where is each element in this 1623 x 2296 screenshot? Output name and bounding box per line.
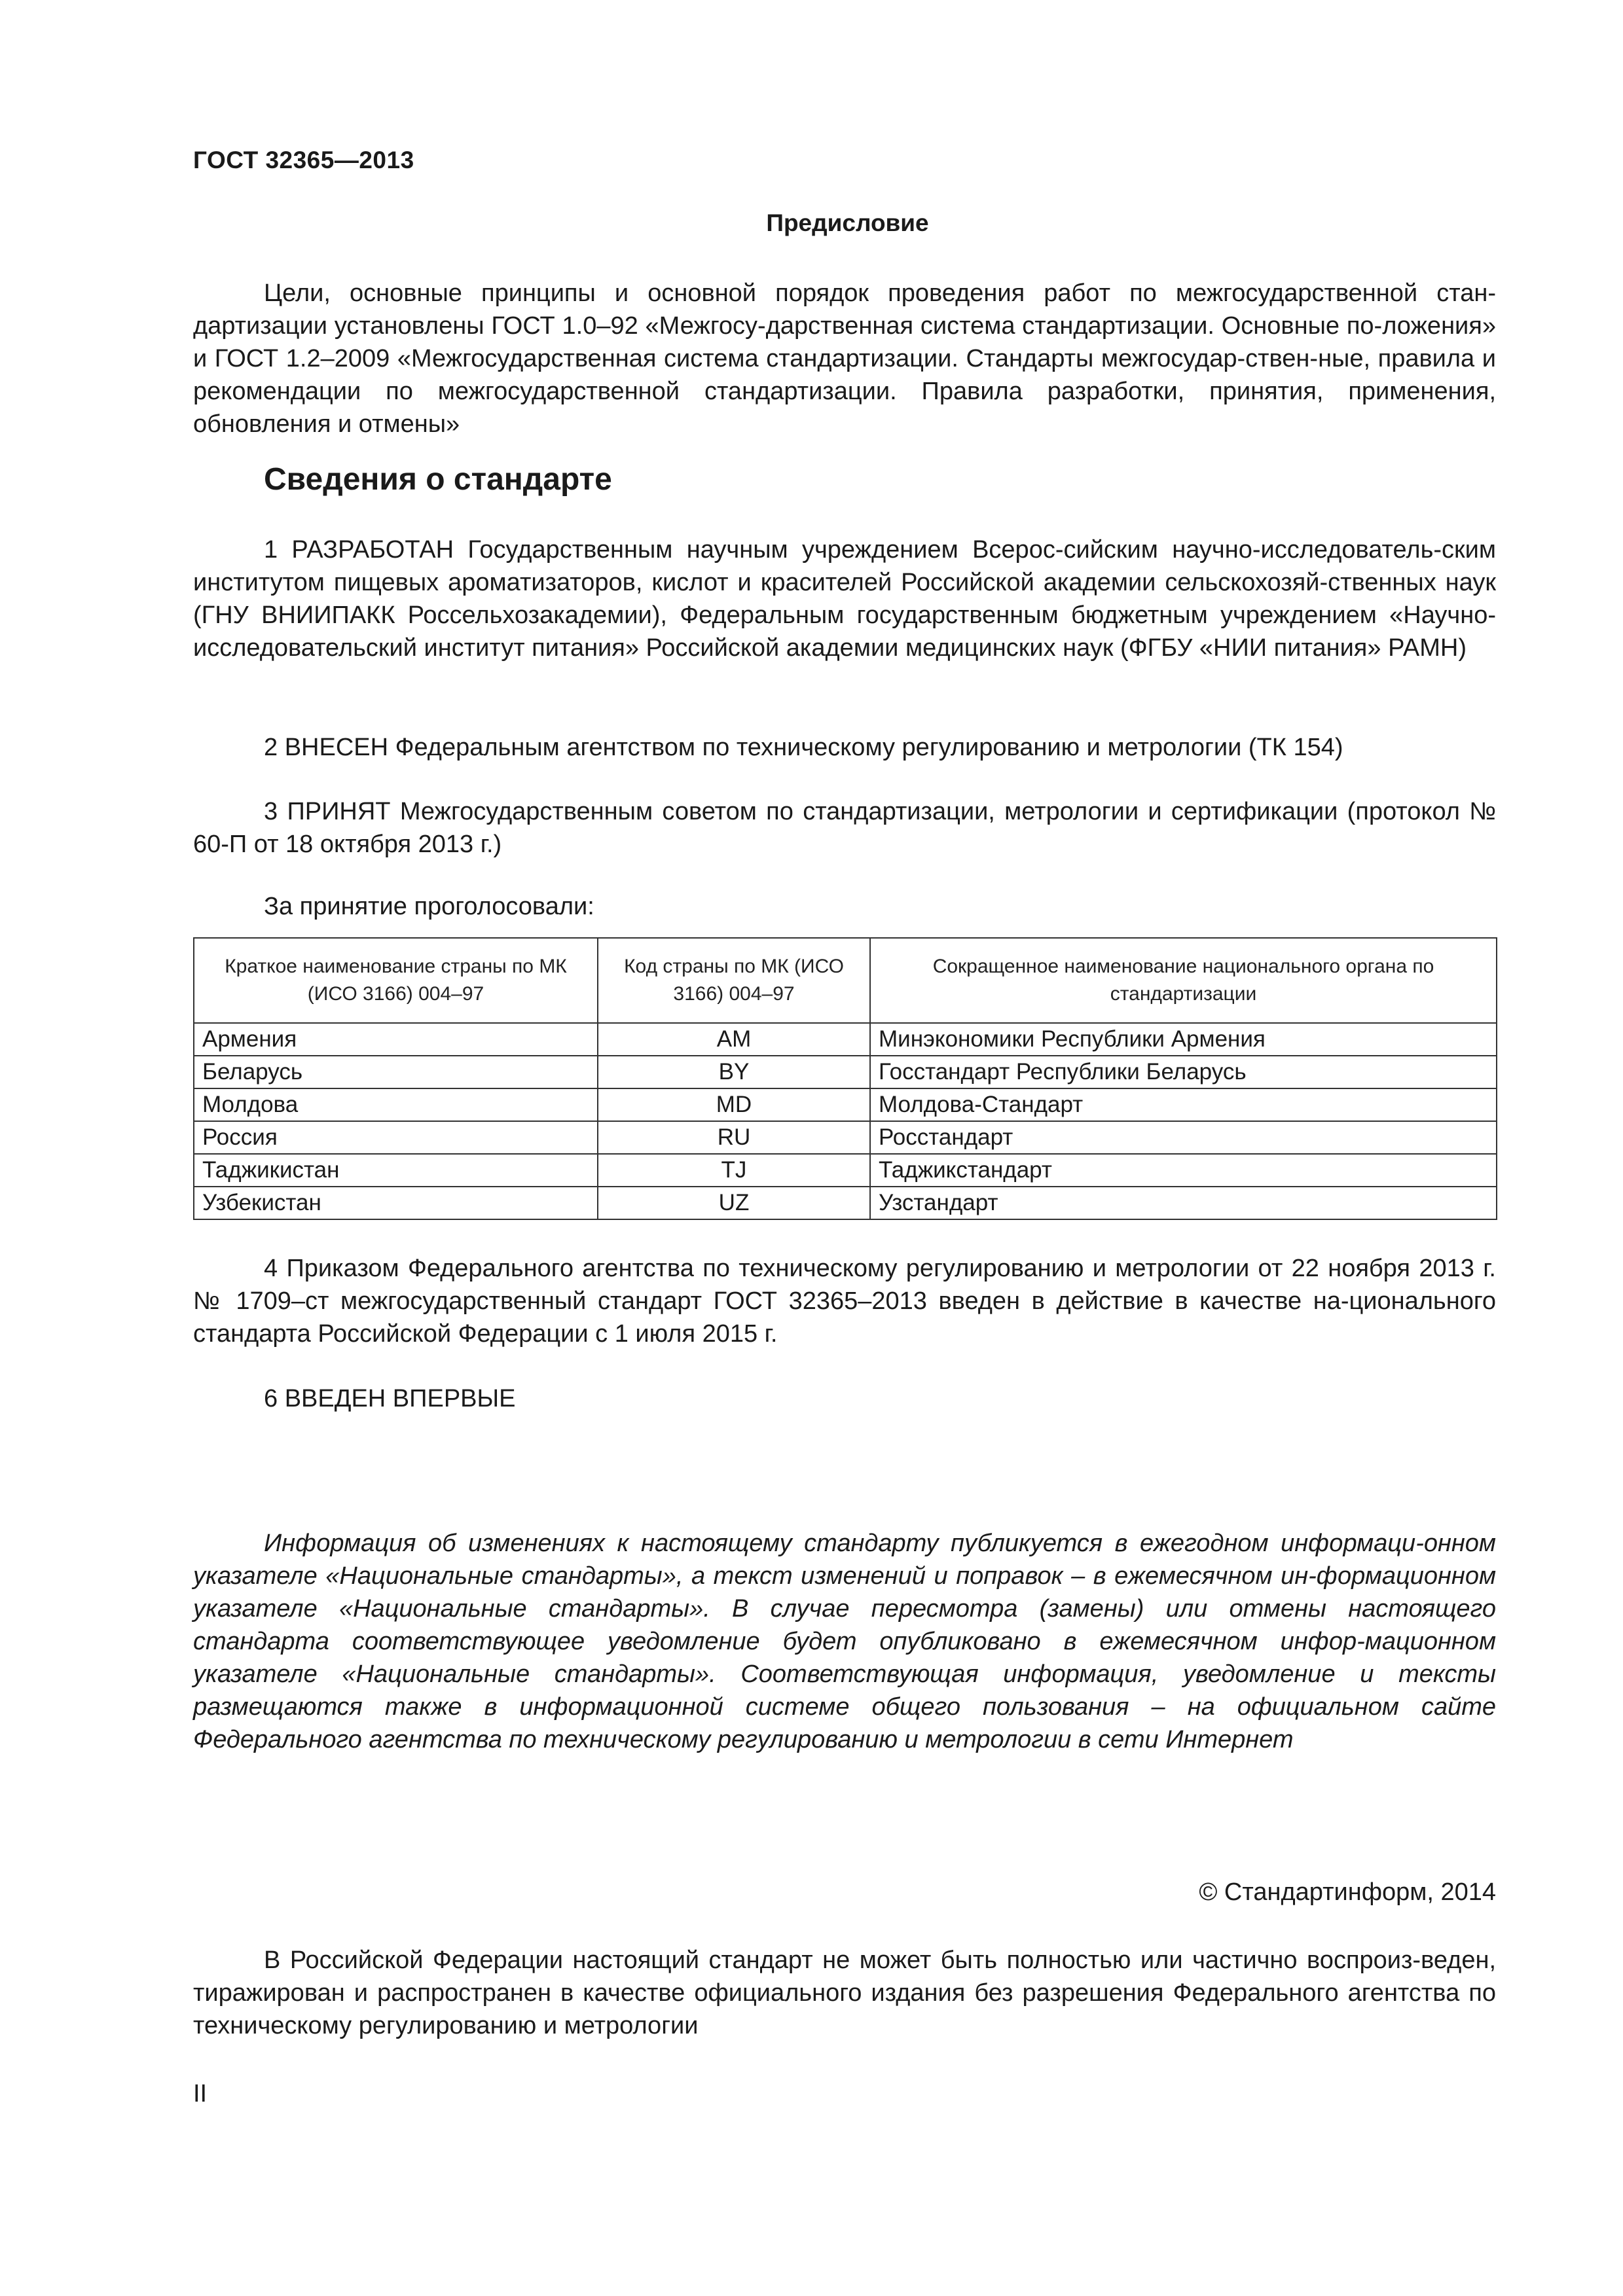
table-row xyxy=(194,1187,1497,1219)
info-item-1: 1 РАЗРАБОТАН Государственным научным учреждением Всерос-сийским научно-исследователь-ским институтом пищевых ароматизаторов, кислот и красителей Российской академии сельскохозяй-ственных наук (ГНУ ВНИИПАКК Россельхозакадемии), Федеральным государственным бюджетным учреждением «Научно-исследовательский институт питания» Российской академии медицинских наук (ФГБУ «НИИ питания» РАМН) xyxy=(193,536,1496,662)
foreword-title: Предисловие xyxy=(766,209,929,236)
country-name-cell: Таджикистан xyxy=(194,1154,598,1187)
country-name-cell: Беларусь xyxy=(194,1056,598,1088)
country-code-cell: UZ xyxy=(598,1187,870,1219)
table-header-row xyxy=(194,938,1497,1023)
document-id: ГОСТ 32365—2013 xyxy=(193,147,414,173)
national-body-cell: Молдова-Стандарт xyxy=(870,1088,1497,1121)
page-number: II xyxy=(193,2080,208,2108)
table-row xyxy=(194,1154,1497,1187)
reproduction-notice: В Российской Федерации настоящий стандарт не может быть полностью или частично воспроиз-веден, тиражирован и распространен в качестве официального издания без разрешения Федерального агентства по техническому регулированию и метрологии xyxy=(193,1946,1496,2039)
amendments-notice: Информация об изменениях к настоящему стандарту публикуется в ежегодном информаци-онном указателе «Национальные стандарты», а текст изменений и поправок – в ежемесячном ин-формационном указателе «Национальные стандарты». В случае пересмотра (замены) или отмены настоящего стандарта соответствующее уведомление будет опубликовано в ежемесячном инфор-мационном указателе «Национальные стандарты». Соответствующая информация, уведомление и тексты размещаются также в информационной системе общего пользования – на официальном сайте Федерального агентства по техническому регулированию и метрологии в сети Интернет xyxy=(193,1530,1496,1753)
national-body-cell: Госстандарт Республики Беларусь xyxy=(870,1056,1497,1088)
table-row xyxy=(194,1088,1497,1121)
info-item-4: 4 Приказом Федерального агентства по техническому регулированию и метрологии от 22 ноября 2013 г. № 1709–ст межгосударственный стандарт ГОСТ 32365–2013 введен в действие в качестве на-ционального стандарта Российской Федерации с 1 июля 2015 г. xyxy=(193,1255,1496,1348)
national-body-cell: Таджикстандарт xyxy=(870,1154,1497,1187)
national-body-cell: Росстандарт xyxy=(870,1121,1497,1154)
country-code-cell: BY xyxy=(598,1056,870,1088)
table-row xyxy=(194,1056,1497,1088)
voting-table xyxy=(193,937,1497,1220)
foreword-text: Цели, основные принципы и основной порядок проведения работ по межгосударственной стан-дартизации установлены ГОСТ 1.0–92 «Межгосу-дарственная система стандартизации. Основные по-ложения» и ГОСТ 1.2–2009 «Межгосударственная система стандартизации. Стандарты межгосудар-ствен-ные, правила и рекомендации по межгосударственной стандартизации. Правила разработки, принятия, применения, обновления и отмены» xyxy=(193,279,1496,438)
country-code-cell: TJ xyxy=(598,1154,870,1187)
info-item-6: 6 ВВЕДЕН ВПЕРВЫЕ xyxy=(264,1385,516,1412)
country-name-cell: Молдова xyxy=(194,1088,598,1121)
table-row xyxy=(194,1023,1497,1056)
country-name-cell: Россия xyxy=(194,1121,598,1154)
country-code-cell: MD xyxy=(598,1088,870,1121)
national-body-cell: Узстандарт xyxy=(870,1187,1497,1219)
country-code-cell: AM xyxy=(598,1023,870,1056)
header-country-code: Код страны по МК (ИСО 3166) 004–97 xyxy=(598,938,870,1023)
info-item-2: 2 ВНЕСЕН Федеральным агентством по техническому регулированию и метрологии (ТК 154) xyxy=(264,734,1343,761)
country-code-cell: RU xyxy=(598,1121,870,1154)
national-body-cell: Минэкономики Республики Армения xyxy=(870,1023,1497,1056)
info-item-3: 3 ПРИНЯТ Межгосударственным советом по стандартизации, метрологии и сертификации (протокол № 60-П от 18 октября 2013 г.) xyxy=(193,798,1496,858)
header-national-body: Сокращенное наименование национального органа по стандартизации xyxy=(870,938,1497,1023)
table-row xyxy=(194,1121,1497,1154)
copyright-notice: © Стандартинформ, 2014 xyxy=(1199,1878,1496,1906)
standard-info-title: Сведения о стандарте xyxy=(264,462,612,497)
header-country-name: Краткое наименование страны по МК (ИСО 3166) 004–97 xyxy=(194,938,598,1023)
country-name-cell: Узбекистан xyxy=(194,1187,598,1219)
country-name-cell: Армения xyxy=(194,1023,598,1056)
voted-label: За принятие проголосовали: xyxy=(264,893,594,920)
